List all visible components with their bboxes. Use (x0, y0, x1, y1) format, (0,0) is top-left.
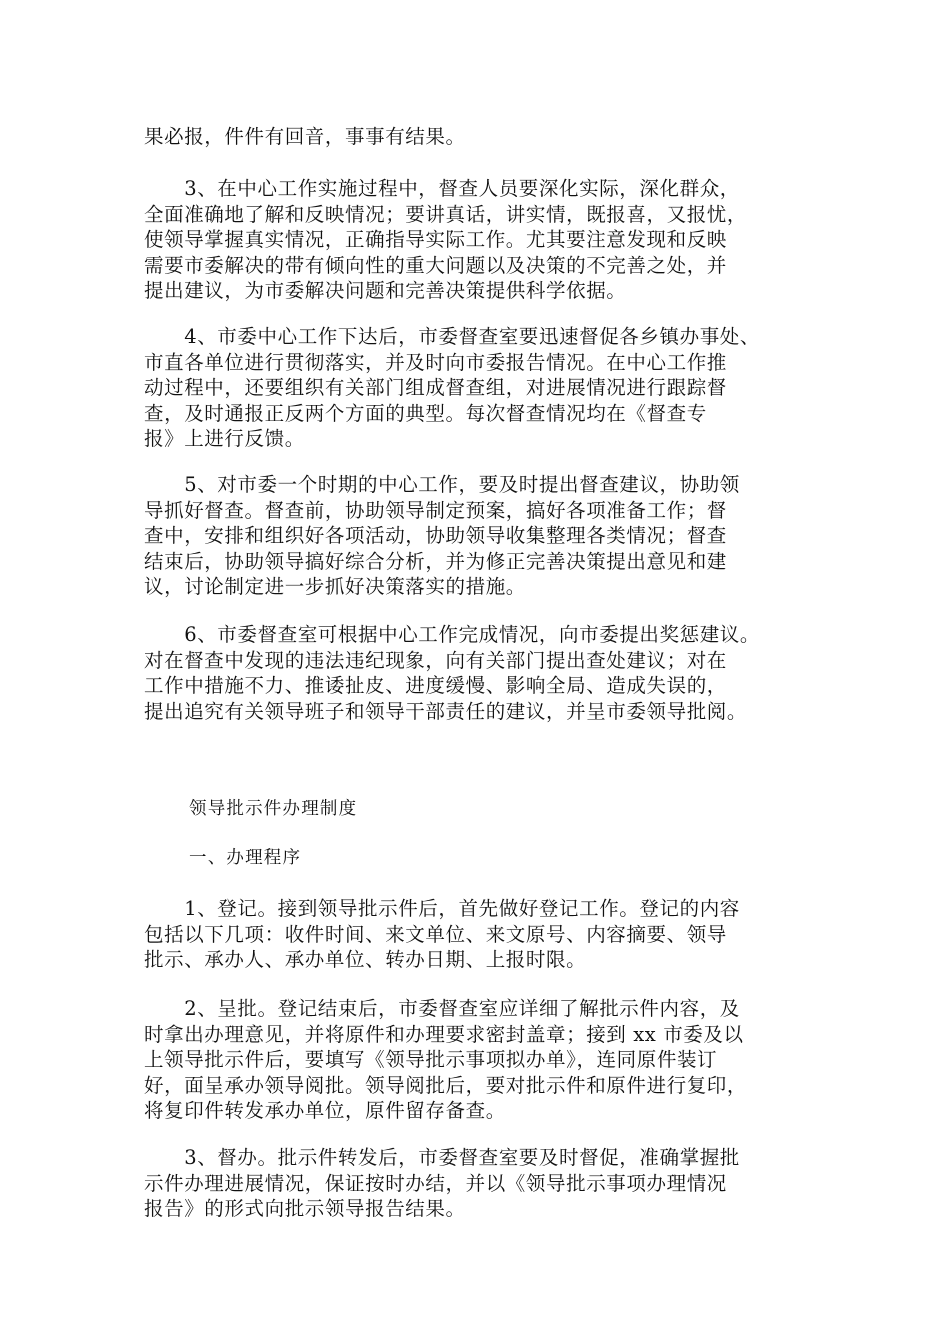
text-line: 好，面呈承办领导阅批。领导阅批后，要对批示件和原件进行复印， (144, 1073, 748, 1097)
paragraph-item-4 (144, 324, 824, 452)
paragraph-item-6 (144, 622, 824, 724)
text-line: 议，讨论制定进一步抓好决策落实的措施。 (144, 575, 526, 599)
paragraph-supervision (144, 1145, 824, 1222)
text-line: 查中，安排和组织好各项活动，协助领导收集整理各类情况；督查 (144, 524, 727, 548)
text-line: 对在督查中发现的违法违纪现象，向有关部门提出查处建议；对在 (144, 648, 727, 672)
text-line: 果必报，件件有回音，事事有结果。 (144, 125, 466, 148)
text-line: 3、督办。批示件转发后，市委督查室要及时督促，准确掌握批 (144, 1146, 740, 1169)
text-line: 将复印件转发承办单位，原件留存备查。 (144, 1099, 506, 1123)
text-line: 示件办理进展情况，保证按时办结，并以《领导批示事项办理情况 (144, 1171, 727, 1195)
text-line: 5、对市委一个时期的中心工作，要及时提出督查建议，协助领 (144, 473, 740, 496)
text-line: 3、在中心工作实施过程中，督查人员要深化实际，深化群众， (144, 177, 740, 200)
text-line: 6、市委督查室可根据中心工作完成情况，向市委提出奖惩建议。 (144, 623, 761, 646)
paragraph-item-3 (144, 176, 824, 304)
paragraph-registration (144, 896, 824, 973)
text-line: 结束后，协助领导搞好综合分析，并为修正完善决策提出意见和建 (144, 549, 727, 573)
text-line: 报》上进行反馈。 (144, 427, 305, 451)
text-line: 批示、承办人、承办单位、转办日期、上报时限。 (144, 948, 587, 972)
text-line: 市直各单位进行贯彻落实，并及时向市委报告情况。在中心工作推 (144, 350, 727, 374)
text-line: 上领导批示件后，要填写《领导批示事项拟办单》，连同原件装订 (144, 1048, 718, 1072)
paragraph-submission (144, 996, 824, 1124)
text-line: 需要市委解决的带有倾向性的重大问题以及决策的不完善之处，并 (144, 253, 727, 277)
section-title: 领导批示件办理制度 (189, 799, 358, 819)
subsection-title: 一、办理程序 (189, 848, 302, 868)
text-line: 报告》的形式向批示领导报告结果。 (144, 1197, 466, 1221)
text-line: 时拿出办理意见，并将原件和办理要求密封盖章；接到 xx 市委及以 (144, 1022, 744, 1046)
text-line: 包括以下几项：收件时间、来文单位、来文原号、内容摘要、领导 (144, 922, 727, 946)
text-line: 提出追究有关领导班子和领导干部责任的建议，并呈市委领导批阅。 (144, 699, 748, 723)
text-line: 使领导掌握真实情况，正确指导实际工作。尤其要注意发现和反映 (144, 228, 727, 252)
paragraph-continuation (144, 124, 824, 150)
text-line: 2、呈批。登记结束后，市委督查室应详细了解批示件内容，及 (144, 997, 740, 1020)
text-line: 动过程中，还要组织有关部门组成督查组，对进展情况进行跟踪督 (144, 376, 727, 400)
text-line: 4、市委中心工作下达后，市委督查室要迅速督促各乡镇办事处、 (144, 325, 761, 348)
text-line: 全面准确地了解和反映情况；要讲真话，讲实情，既报喜，又报忧， (144, 202, 748, 226)
text-line: 提出建议，为市委解决问题和完善决策提供科学依据。 (144, 279, 627, 303)
paragraph-item-5 (144, 472, 824, 600)
text-line: 1、登记。接到领导批示件后，首先做好登记工作。登记的内容 (144, 897, 740, 920)
text-line: 导抓好督查。督查前，协助领导制定预案，搞好各项准备工作；督 (144, 498, 727, 522)
text-line: 查，及时通报正反两个方面的典型。每次督查情况均在《督查专 (144, 401, 707, 425)
text-line: 工作中措施不力、推诿扯皮、进度缓慢、影响全局、造成失误的， (144, 674, 727, 698)
